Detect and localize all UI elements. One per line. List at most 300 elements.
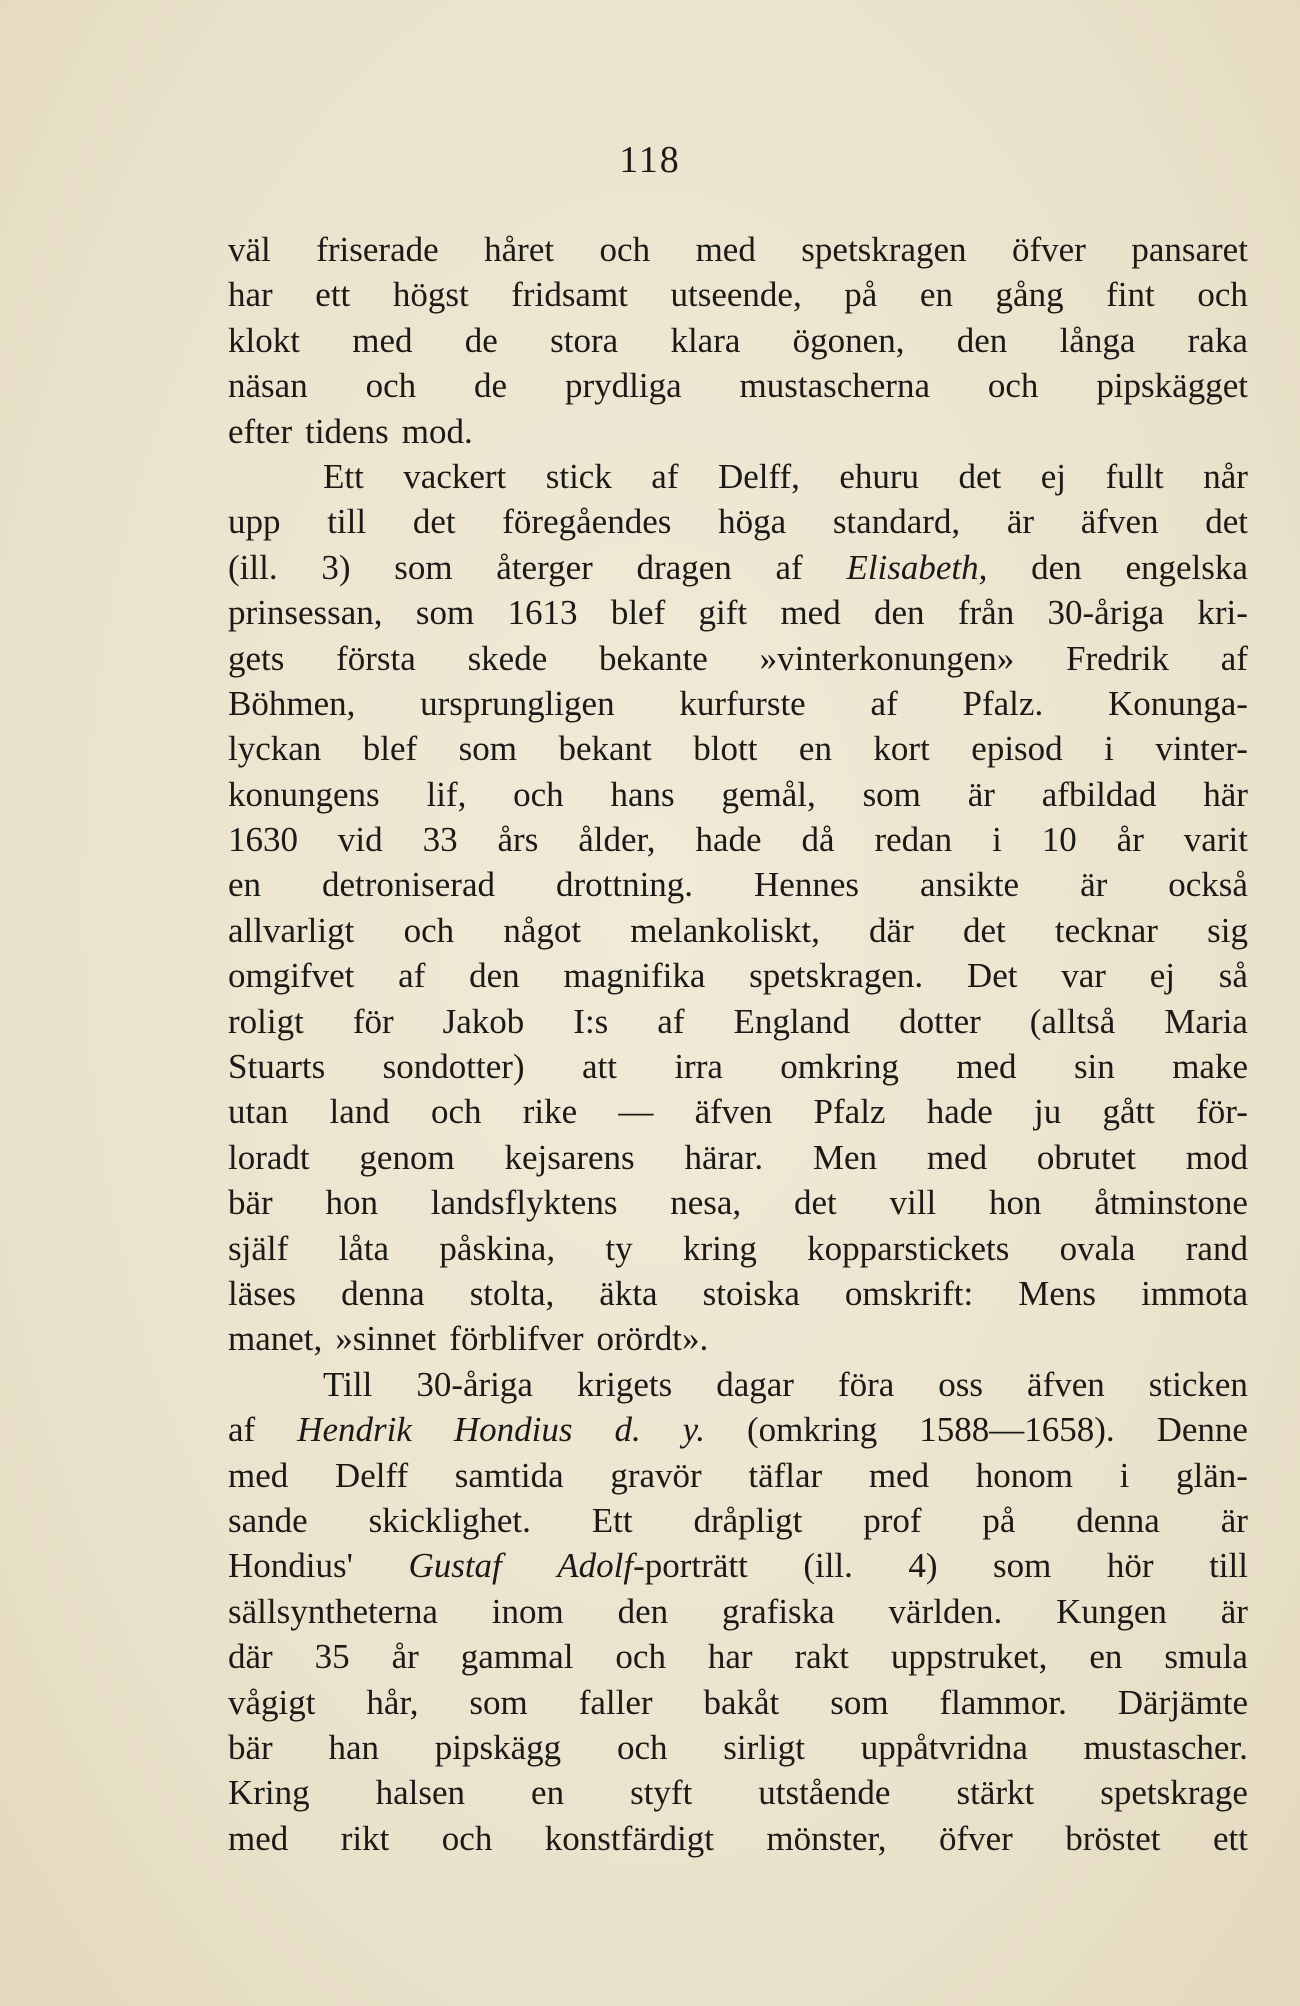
word: vid [337,820,383,860]
word: dotter [899,1001,981,1041]
word: hans [610,774,675,814]
text-line [228,1362,1248,1407]
word: (omkring [746,1410,878,1450]
word: med [228,1818,289,1858]
word: Pfalz. [962,683,1044,723]
word: denna [1076,1500,1160,1540]
word: de [464,320,498,360]
page-number: 118 [619,139,681,181]
word: af [228,1410,256,1450]
word: prydliga [564,366,682,406]
word: sällsyntheterna [228,1591,438,1631]
word: omkring [780,1047,899,1087]
word: 1630 [228,820,298,860]
word: han [328,1727,380,1767]
word: 4) [908,1546,938,1586]
text-line [228,1407,1248,1452]
word: Hondius' [228,1546,353,1586]
word: äkta [599,1273,658,1313]
word: engelska [1125,547,1248,587]
word [454,1407,573,1452]
word: det [962,910,1006,950]
word: ett [1212,1818,1248,1858]
word: ögonen, [792,320,905,360]
word: och [441,1818,493,1858]
word: öfver [938,1818,1013,1858]
word: och [599,230,651,269]
word: med [228,1455,289,1495]
word: att [581,1047,617,1087]
text-line [228,1226,1248,1271]
word: utseende, [670,275,802,315]
text-line [228,636,1248,681]
word: 3) [321,547,351,587]
text-line [228,1634,1248,1679]
word: Delff, [717,456,800,496]
word: års [497,820,539,860]
word: för [352,1001,394,1041]
word: nesa, [670,1183,742,1223]
word: med [352,320,413,360]
word: fint [1106,275,1155,315]
word: tecknar [1054,910,1158,950]
word: och [615,1637,666,1677]
word: mönster, [766,1818,887,1858]
text-line [228,1543,1248,1588]
italic-word: y. [682,1410,706,1450]
word: denna [341,1273,425,1313]
word: gått [1102,1092,1155,1132]
word: kri- [1197,593,1248,633]
word: stärkt [956,1773,1035,1813]
word: som [993,1546,1052,1586]
word: oss [938,1364,984,1404]
word: med [780,593,841,633]
word: stora [550,320,619,360]
word: från [957,593,1015,633]
word: ovala [1059,1228,1136,1268]
word: håret [484,230,555,269]
text-line [228,999,1248,1044]
word: af [1220,638,1248,678]
text-line [228,409,1248,454]
text-line [228,318,1248,363]
word: 10 [1041,820,1077,860]
word: blott [693,729,758,769]
word: utan [228,1092,289,1132]
word: stick [545,456,612,496]
word: rand [1185,1228,1248,1268]
text-line [228,1770,1248,1815]
word: sande [228,1500,308,1540]
word: afbildad [1041,774,1157,814]
word: kort [873,729,930,769]
word: Delff [334,1455,409,1495]
word: där [228,1637,273,1677]
word: väl [228,230,271,269]
word: har [707,1637,753,1677]
word: Jakob [442,1001,525,1041]
word: vill [889,1183,937,1223]
text-line [228,272,1248,317]
word: rike [522,1092,578,1132]
word: högst [392,275,469,315]
word: det [793,1183,837,1223]
italic-word: d. [614,1410,641,1450]
word: spetskrage [1100,1773,1248,1813]
word: i [992,820,1002,860]
word: öfver [1012,230,1086,269]
word: som [415,593,475,633]
word: kurfurste [679,683,806,723]
word: smula [1164,1637,1248,1677]
word: Hennes [754,865,859,905]
word: var [1061,956,1106,996]
word: gemål, [721,774,816,814]
text-line [228,363,1248,408]
word: första [336,638,416,678]
word: halsen [375,1773,466,1813]
word: för- [1196,1092,1248,1132]
word: själf [228,1228,289,1268]
word: Kring [228,1773,310,1813]
word: en [531,1773,565,1813]
word [557,1543,748,1588]
word: äfven [1080,502,1159,542]
word: dagar [716,1364,794,1404]
word [297,1407,412,1452]
word: Kungen [1056,1591,1167,1631]
word: höga [718,502,787,542]
body-text [228,227,1248,1861]
text-line [228,1316,1248,1361]
word: krigets [576,1364,673,1404]
word: hade [695,820,762,860]
word: samtida [454,1455,564,1495]
word: konstfärdigt [544,1818,714,1858]
word: stoiska [702,1273,800,1313]
word: upp [228,502,281,542]
word: ej [1149,956,1175,996]
word: I:s [573,1001,609,1041]
word: den [874,593,925,633]
word: ej [1040,456,1066,496]
text-line [228,1816,1248,1861]
word: och [1197,275,1248,315]
word: dråpligt [693,1500,803,1540]
text-line [228,454,1248,499]
word: åtminstone [1094,1183,1248,1223]
word: och [403,910,455,950]
word [683,1407,705,1452]
word: gets [228,638,285,678]
text-line [228,908,1248,953]
word: spetskragen [801,230,967,269]
word: påskina, [439,1228,556,1268]
word: hon [989,1183,1042,1223]
word: af [775,547,803,587]
text-line [228,681,1248,726]
word: landsflyktens [430,1183,618,1223]
word: kring [682,1228,757,1268]
word: honom [975,1455,1073,1495]
word: skede [467,638,548,678]
word: en [1089,1637,1123,1677]
word: dragen [636,547,732,587]
word: vackert [403,456,507,496]
word: rikt [340,1818,390,1858]
word: varit [1183,820,1248,860]
word: irra [674,1047,723,1087]
word: loradt [228,1137,310,1177]
word: och [513,774,564,814]
text-line [228,726,1248,771]
word: konungens [228,774,380,814]
word: det [958,456,1002,496]
text-line [228,545,1248,590]
word: är [1006,502,1035,542]
word: och [987,366,1039,406]
word: till [1209,1546,1248,1586]
word: pipskägg [434,1727,562,1767]
word: Böhmen, [228,683,356,723]
word: sirligt [723,1727,805,1767]
word: är [967,774,995,814]
word: med [695,230,756,269]
word: — [618,1092,654,1132]
word: Maria [1164,1001,1248,1041]
word: då [801,820,835,860]
word [408,1543,501,1588]
word: den [1031,547,1082,587]
text-line [228,1589,1248,1634]
word: på [844,275,878,315]
word: hon [325,1183,378,1223]
word: Denne [1156,1410,1248,1450]
word: den [469,956,520,996]
word: och [616,1727,668,1767]
text-line [228,1271,1248,1316]
word: »sinnet [335,1319,437,1359]
text-line [228,1089,1248,1134]
word: 1588—1658). [919,1410,1115,1450]
word: lyckan [228,729,322,769]
text-line [228,1680,1248,1725]
word: ansikte [919,865,1020,905]
italic-word: Gustaf [408,1546,502,1586]
word: föregåendes [502,502,672,542]
text-line [228,1725,1248,1770]
word: orördt». [596,1319,709,1359]
word: grafiska [721,1591,835,1631]
word: gravör [610,1455,702,1495]
word: flammor. [939,1682,1067,1722]
word: hade [926,1092,993,1132]
word: har [228,275,273,315]
word: sig [1207,910,1248,950]
word: Fredrik [1065,638,1170,678]
word: fullt [1105,456,1164,496]
word: rakt [794,1637,849,1677]
word: roligt [228,1001,304,1041]
word: skicklighet. [368,1500,531,1540]
text-line [228,499,1248,544]
word: sticken [1148,1364,1248,1404]
text-line [228,817,1248,862]
word: redan [874,820,953,860]
word: den [617,1591,669,1631]
text-line [228,1498,1248,1543]
word: tidens [305,411,389,451]
word: så [1218,956,1248,996]
word: äfven [694,1092,773,1132]
word: är [1080,865,1108,905]
word: land [329,1092,390,1132]
word: (alltså [1029,1001,1116,1041]
word: Men [812,1137,878,1177]
word: kopparstickets [807,1228,1010,1268]
word: spetskragen. [749,956,924,996]
word: når [1203,456,1248,496]
word: bär [228,1183,273,1223]
word: klara [670,320,741,360]
word: en [798,729,832,769]
word: är [1220,1500,1248,1540]
word: 35 [314,1637,350,1677]
word: mustascherna [739,366,930,406]
word: härar. [684,1137,764,1177]
word: som [469,1682,528,1722]
word: Ett [323,456,364,496]
word: magnifika [563,956,706,996]
word: Det [966,956,1018,996]
word: ursprungligen [420,683,615,723]
word: omgifvet [228,956,355,996]
word: fridsamt [511,275,628,315]
word: och [365,366,417,406]
italic-word: Adolf [557,1546,634,1586]
word: de [474,366,508,406]
word: vinter- [1155,729,1248,769]
word: sin [1073,1047,1115,1087]
word: obrutet [1036,1137,1136,1177]
word: faller [578,1682,653,1722]
word: 1613 [507,593,578,633]
text-line [228,772,1248,817]
word: år [1116,820,1144,860]
word: bakåt [703,1682,780,1722]
word: make [1172,1047,1248,1087]
word: pipskägget [1096,366,1248,406]
word: uppstruket, [890,1637,1048,1677]
word: (ill. [228,547,278,587]
word: på [982,1500,1016,1540]
italic-word: Hondius [453,1410,573,1450]
word: »vinterkonungen» [759,638,1015,678]
word: i [1104,729,1114,769]
word: ehuru [839,456,920,496]
word: hör [1106,1546,1154,1586]
word: af [870,683,898,723]
word: här [1203,774,1248,814]
word: melankoliskt, [630,910,820,950]
word: som [394,547,453,587]
word: mod. [401,411,473,451]
word: ty [605,1228,633,1268]
word: också [1168,865,1248,905]
word: allvarligt [228,910,355,950]
word: 33 [422,820,458,860]
word: Till [323,1364,373,1404]
word: England [733,1001,851,1041]
word: uppåtvridna [860,1727,1028,1767]
word: sondotter) [382,1047,525,1087]
word: hår, [366,1682,419,1722]
word: 30-åriga [1047,593,1165,633]
word: efter [228,411,293,451]
word: föra [837,1364,895,1404]
word: pansaret [1131,230,1248,269]
word: styft [630,1773,693,1813]
word: mustascher. [1083,1727,1248,1767]
word: friserade [316,230,439,269]
word: en [919,275,953,315]
word: blef [362,729,418,769]
word: stolta, [469,1273,555,1313]
word: Ett [591,1500,633,1540]
word: af [398,956,426,996]
word: kejsarens [504,1137,635,1177]
word: äfven [1027,1364,1105,1404]
word: bröstet [1065,1818,1161,1858]
word: Mens [1018,1273,1097,1313]
word: (ill. [803,1546,853,1586]
word: är [1220,1591,1248,1631]
word: år [391,1637,419,1677]
word: långa [1059,320,1136,360]
word: mod [1185,1137,1248,1177]
text-line [228,862,1248,907]
word: vågigt [228,1682,316,1722]
word: Därjämte [1117,1682,1248,1722]
text-line [228,953,1248,998]
word: näsan [228,366,308,406]
word: med [926,1137,988,1177]
italic-word: Hendrik [297,1410,412,1450]
word: gammal [460,1637,574,1677]
word: Stuarts [228,1047,326,1087]
word: med [868,1455,930,1495]
word: förblifver [449,1319,584,1359]
word: bär [228,1727,273,1767]
word: det [1205,502,1248,542]
word: gift [698,593,748,633]
word-suffix: -porträtt [633,1546,748,1586]
word: ett [315,275,351,315]
word: immota [1141,1273,1248,1313]
word: som [458,729,518,769]
word: standard, [832,502,961,542]
word: läses [228,1273,297,1313]
word: klokt [228,320,300,360]
word: världen. [888,1591,1003,1631]
word: Konunga- [1108,683,1248,723]
word: ju [1033,1092,1062,1132]
word: gång [995,275,1064,315]
word: täflar [748,1455,823,1495]
word: där [869,910,914,950]
word: till [327,502,367,542]
